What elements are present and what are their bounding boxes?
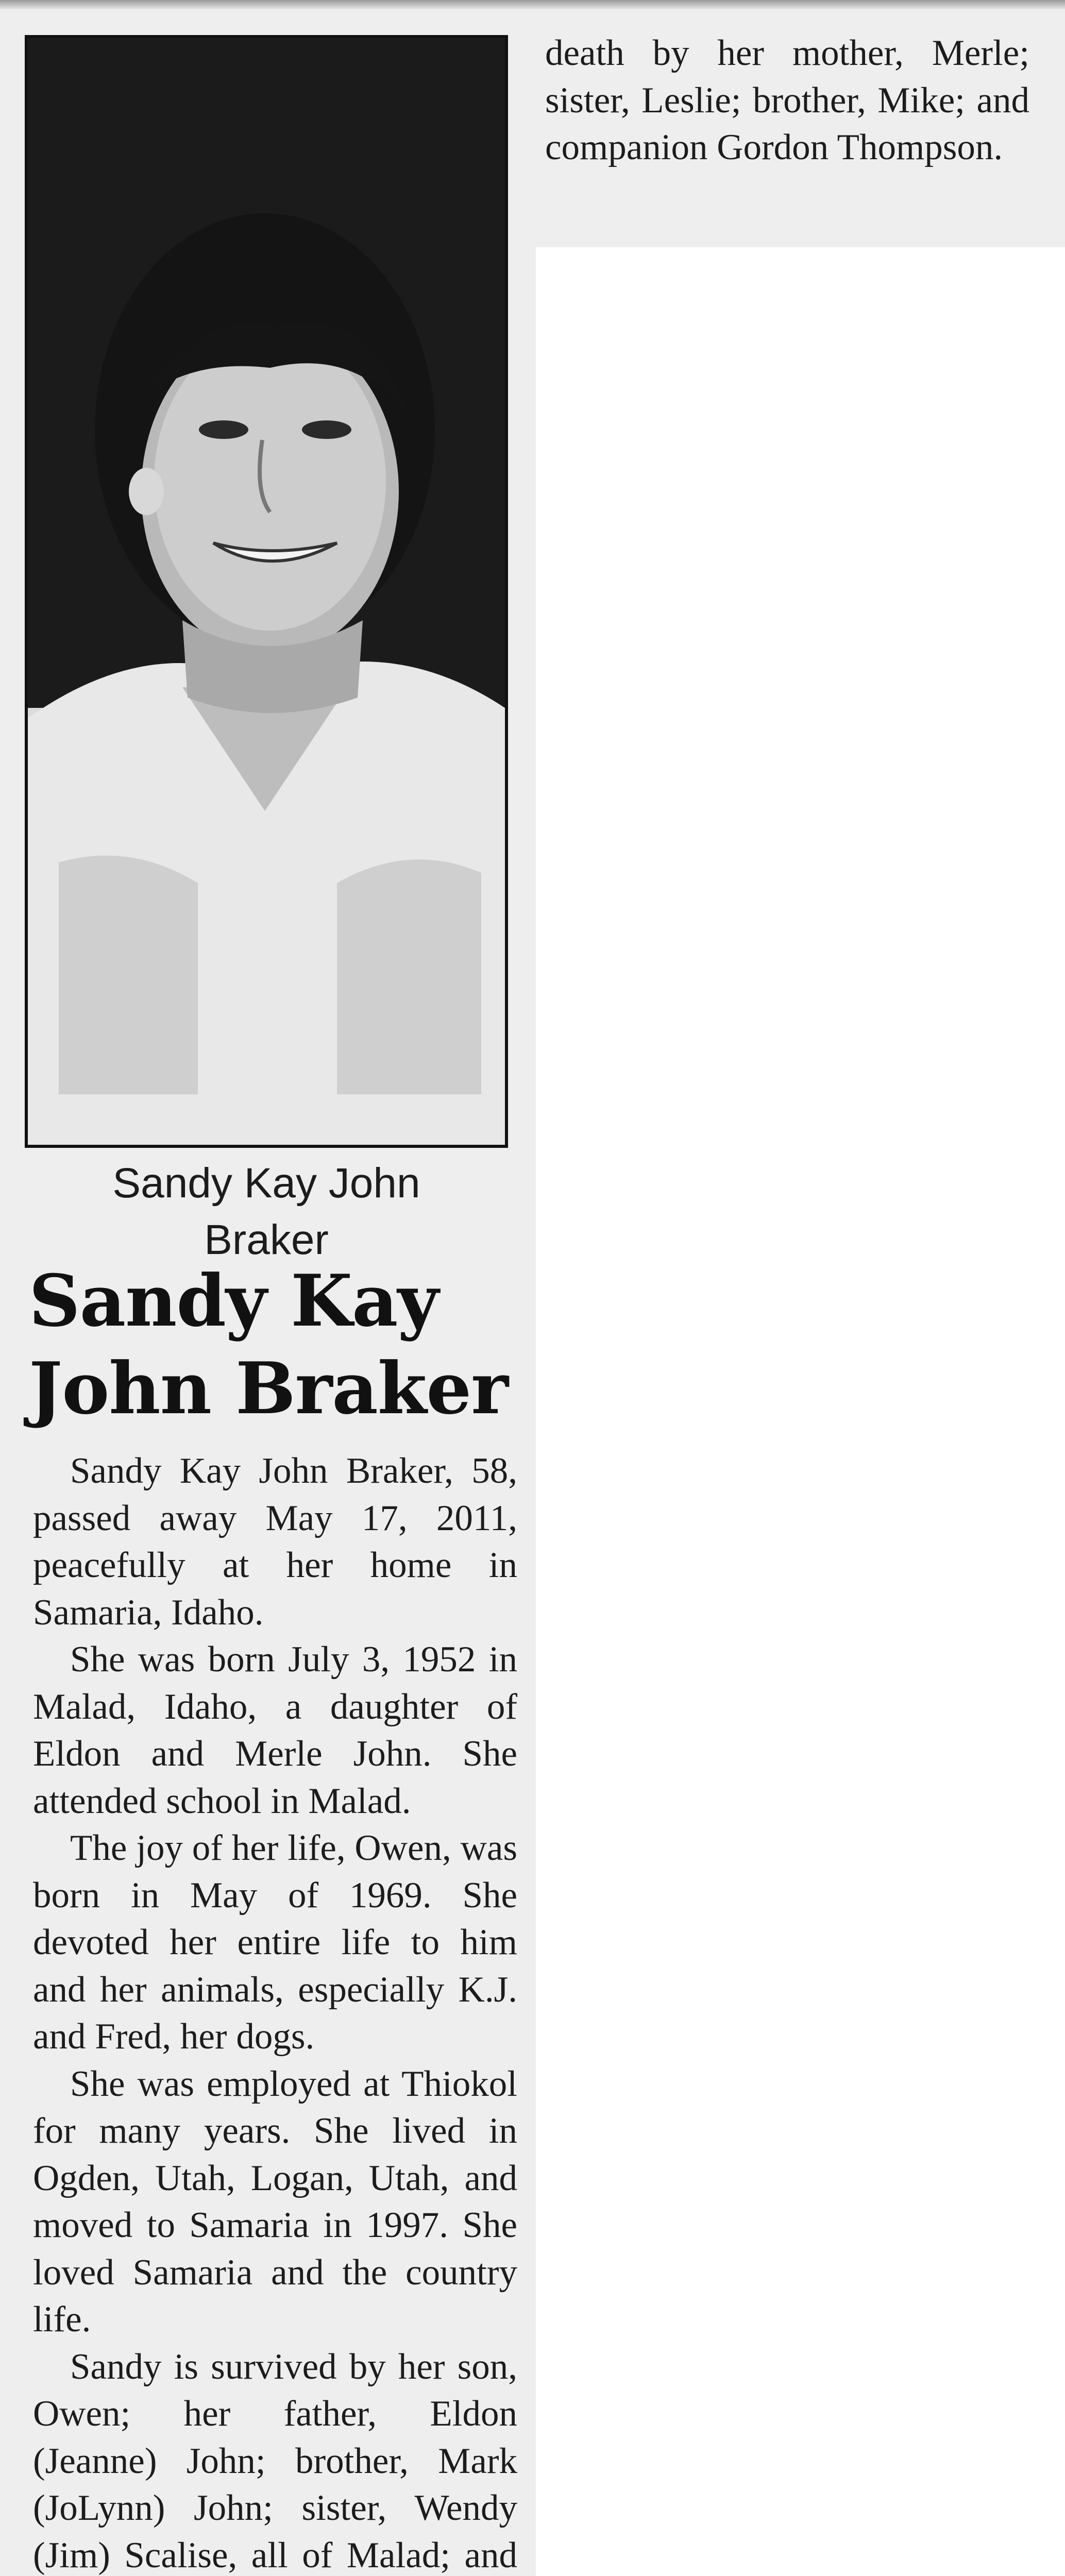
caption-line-2: Braker [204,1216,329,1263]
paragraph-employment: She was employed at Thiokol for many years. She lived in Ogden, Utah, Logan, Utah, and moved to Samaria in 1997. She loved Samaria and the country life. [33,2063,517,2340]
paragraph-birth: She was born July 3, 1952 in Malad, Idaho, a daughter of Eldon and Merle John. She attended school in Malad. [33,1639,517,1821]
paragraph-continuation: death by her mother, Merle; sister, Leslie; brother, Mike; and companion Gordon Thompson. [545,33,1029,167]
photo-caption [25,1155,508,1268]
paragraph-survivors: Sandy is survived by her son, Owen; her father, Eldon (Jeanne) John; brother, Mark (JoLynn) John; sister, Wendy (Jim) Scalise, all of Malad; and [33,2346,517,2575]
portrait-photo [25,35,508,1148]
caption-line-1: Sandy Kay John [112,1160,420,1207]
headline-line-2: John Braker [29,1346,508,1430]
continued-column [545,30,1029,172]
portrait-photo-icon [28,38,505,1145]
paragraph-death-notice: Sandy Kay John Braker, 58, passed away May 17, 2011, peacefully at her home in Samaria, Idaho. [33,1451,517,1633]
headline-line-1: Sandy Kay [29,1259,438,1343]
obituary-headline [29,1257,523,1432]
obituary-body [33,1448,517,2576]
clipped-top-edge [0,0,1065,9]
paragraph-family: The joy of her life, Owen, was born in May of 1969. She devoted her entire life to him and her animals, especially K.J. and Fred, her dogs. [33,1828,517,2057]
